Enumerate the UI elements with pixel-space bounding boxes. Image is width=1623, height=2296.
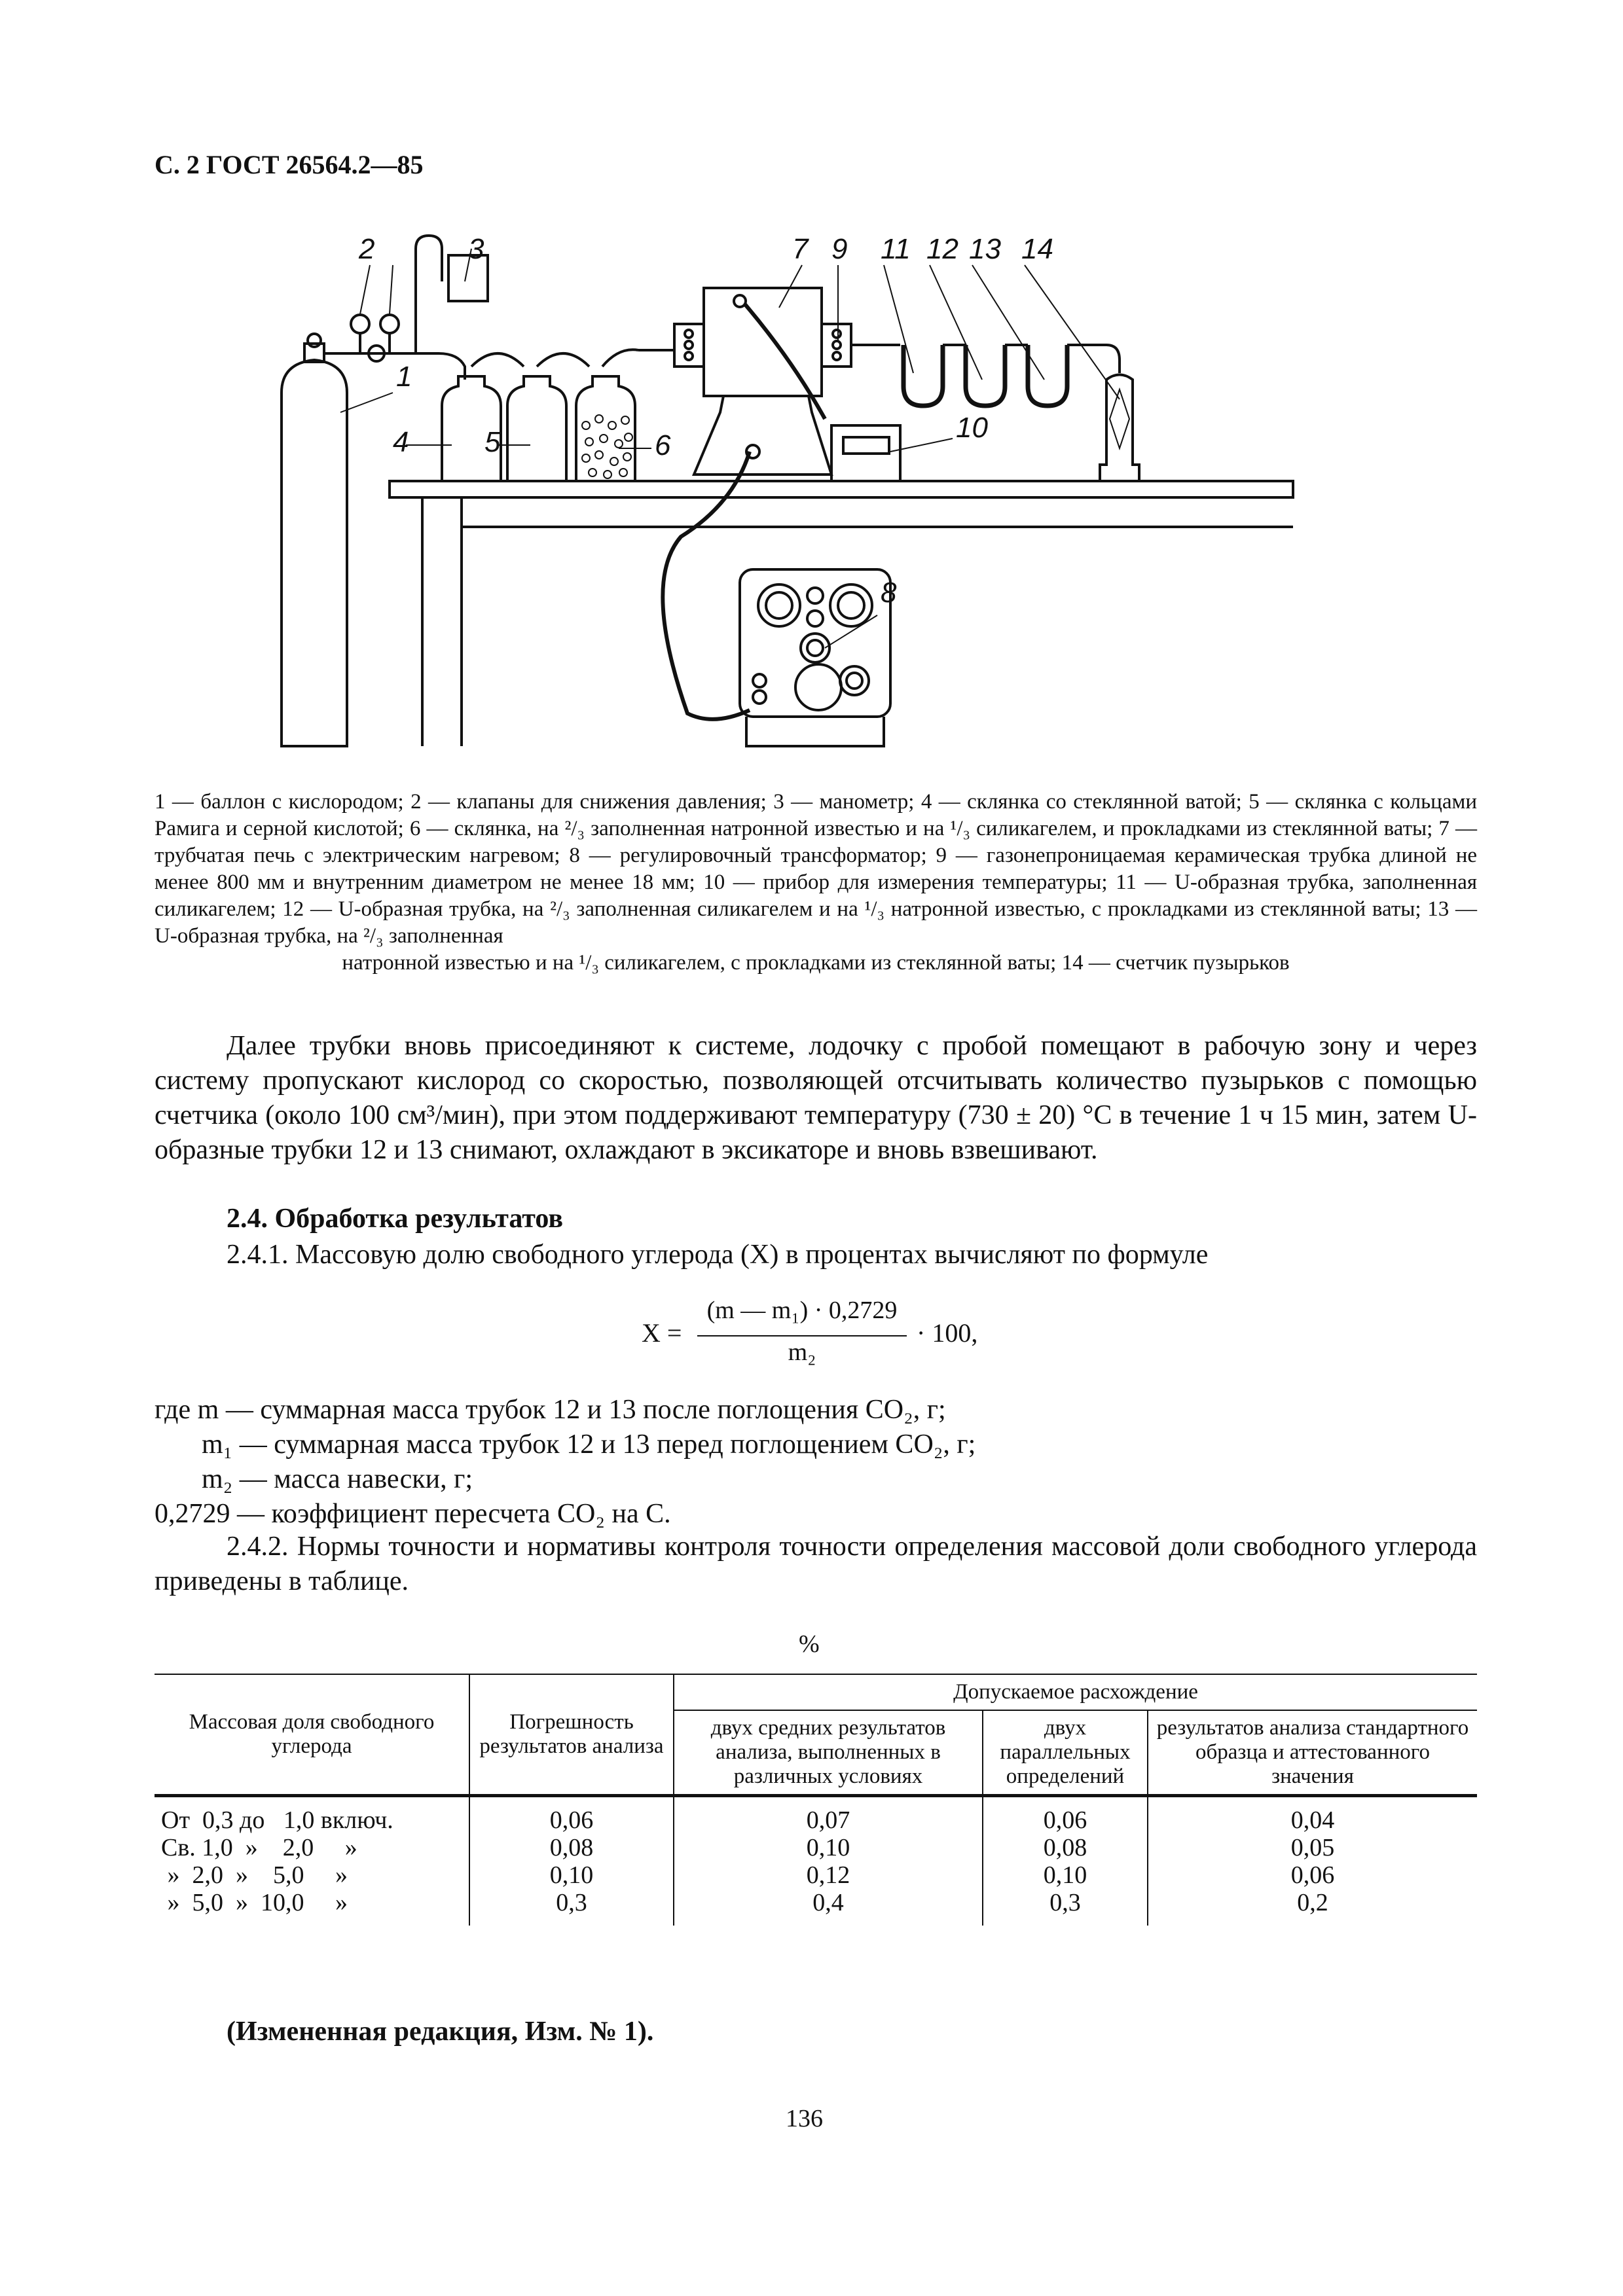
formula-tail: · 100,	[917, 1318, 978, 1348]
cell-d1: 0,4	[674, 1889, 983, 1926]
label-4: 4	[393, 426, 409, 458]
formula-numerator: (m — m₁) · 0,2729	[706, 1297, 898, 1324]
caption-line: с кольцами Рамига и серной кислотой; 6 — склянка, на ²/₃ заполненная натронной известью и на ¹/₃ силикагелем, и	[155, 790, 1478, 840]
manometer	[416, 236, 442, 353]
label-6: 6	[655, 429, 671, 461]
cell-error: 0,06	[469, 1796, 674, 1835]
label-8: 8	[881, 577, 897, 609]
amendment-note: (Измененная редакция, Изм. № 1).	[227, 2017, 654, 2047]
cell-range: » 5,0 » 10,0 »	[155, 1889, 469, 1926]
cell-d3: 0,05	[1148, 1834, 1477, 1861]
caption-line: прокладками из стеклянной ваты; 7 — трубчатая печь с электрическим нагревом; 8 — регулировочный трансформатор; 9 —	[155, 817, 1478, 867]
clause-2-4-2: 2.4.2. Нормы точности и нормативы контроля точности определения массовой доли свободного углерода приведены в таблице.	[155, 1532, 1477, 1596]
legend-line: 0,2729 — коэффициент пересчета CO₂ на C.	[155, 1499, 671, 1529]
cell-d3: 0,06	[1148, 1861, 1477, 1889]
u-tube-12	[966, 345, 1005, 406]
legend-line: m₁ — суммарная масса трубок 12 и 13 перед поглощением CO₂, г;	[202, 1429, 976, 1460]
caption-line: натронной известью и на ¹/₃ силикагелем, с прокладками из стеклянной ваты; 14 — счетчик пузырьков	[342, 951, 1290, 975]
figure-caption	[155, 789, 1477, 977]
cell-d2: 0,10	[983, 1861, 1148, 1889]
label-2: 2	[359, 233, 375, 265]
label-1: 1	[396, 361, 412, 393]
cell-d1: 0,12	[674, 1861, 983, 1889]
formula	[642, 1296, 1100, 1374]
fraction-bar	[697, 1335, 907, 1336]
cell-d2: 0,08	[983, 1834, 1148, 1861]
label-7: 7	[792, 233, 809, 265]
cell-error: 0,3	[469, 1889, 674, 1926]
u-tube-11	[903, 345, 943, 406]
cell-d3: 0,2	[1148, 1889, 1477, 1926]
col-header-two-parallel: двух параллельных определений	[983, 1710, 1148, 1796]
body-paragraph: Далее трубки вновь присоединяют к системе, лодочку с пробой помещают в рабочую зону и через систему пропускают кислород со скоростью, позволяющей отсчитывать количество пузырьков с помощью счетчика (около 100 см³/мин), при этом поддерживают температуру (730 ± 20) °С в течение 1 ч 15 мин, затем U-образные трубки 12 и 13 снимают, охлаждают в эксикаторе и вновь взвешивают.	[155, 1031, 1477, 1165]
pressure-gauge-2	[380, 315, 399, 333]
label-13: 13	[969, 233, 1001, 265]
caption-line: 1 — баллон с кислородом; 2 — клапаны для снижения давления; 3 — манометр; 4 — склянка со стеклянной ватой; 5 — склянка	[155, 790, 1367, 814]
accuracy-table	[155, 1674, 1477, 1926]
tube-furnace	[704, 288, 822, 396]
col-header-mass-fraction: Массовая доля свободного углерода	[155, 1674, 469, 1796]
cell-error: 0,10	[469, 1861, 674, 1889]
bottle-6-filling	[582, 415, 632, 478]
label-9: 9	[831, 233, 848, 265]
cell-d3: 0,04	[1148, 1796, 1477, 1835]
clause-2-4-1: 2.4.1. Массовую долю свободного углерода (X) в процентах вычисляют по формуле	[227, 1240, 1209, 1270]
page-header: С. 2 ГОСТ 26564.2—85	[155, 150, 424, 179]
col-header-two-means: двух средних результатов анализа, выполненных в различных условиях	[674, 1710, 983, 1796]
label-14: 14	[1021, 233, 1053, 265]
section-heading: 2.4. Обработка результатов	[227, 1204, 564, 1234]
legend-line: m₂ — масса навески, г;	[202, 1464, 473, 1494]
label-11: 11	[881, 233, 911, 265]
table-row	[155, 1889, 1477, 1926]
legend-line: где m — суммарная масса трубок 12 и 13 после поглощения CO₂, г;	[155, 1395, 946, 1425]
bottle-5	[507, 376, 566, 481]
col-header-reference-sample: результатов анализа стандартного образца и аттестованного значения	[1148, 1710, 1477, 1796]
caption-line: силикагелем и на ¹/₃ натронной известью, с прокладками из стеклянной ваты; 13 — U-образная трубка, на ²/₃ заполненная	[155, 897, 1478, 948]
cell-range: » 2,0 » 5,0 »	[155, 1861, 469, 1889]
apparatus-diagram	[262, 229, 1375, 772]
cell-range: От 0,3 до 1,0 включ.	[155, 1796, 469, 1835]
table-row	[155, 1834, 1477, 1861]
label-5: 5	[484, 426, 501, 458]
figure-callouts	[340, 249, 1120, 648]
cell-d1: 0,07	[674, 1796, 983, 1835]
col-group-discrepancy: Допускаемое расхождение	[674, 1674, 1477, 1710]
cell-d2: 0,06	[983, 1796, 1148, 1835]
formula-denominator: m₂	[788, 1338, 816, 1366]
label-10: 10	[956, 412, 988, 444]
table-row	[155, 1796, 1477, 1835]
formula-lhs: X =	[642, 1318, 682, 1348]
formula-legend	[155, 1393, 976, 1532]
cell-range: Св. 1,0 » 2,0 »	[155, 1834, 469, 1861]
pressure-gauge-1	[351, 315, 369, 333]
cell-error: 0,08	[469, 1834, 674, 1861]
caption-line: газонепроницаемая керамическая трубка длиной не менее 800 мм и внутренним диаметром не менее 18 мм; 10 — прибор для	[155, 844, 1478, 894]
table-unit: %	[799, 1630, 820, 1658]
cell-d1: 0,10	[674, 1834, 983, 1861]
label-3: 3	[468, 233, 484, 265]
table-row	[155, 1861, 1477, 1889]
page-number: 136	[786, 2105, 823, 2132]
cell-d2: 0,3	[983, 1889, 1148, 1926]
caption-line: измерения температуры; 11 — U-образная трубка, заполненная силикагелем; 12 — U-образная трубка, на ²/₃ заполненная	[155, 870, 1478, 921]
label-12: 12	[926, 233, 958, 265]
lab-table-top	[390, 481, 1293, 497]
col-header-error: Погрешность результатов анализа	[469, 1674, 674, 1796]
u-tube-13	[1028, 345, 1067, 406]
oxygen-cylinder	[282, 360, 347, 746]
